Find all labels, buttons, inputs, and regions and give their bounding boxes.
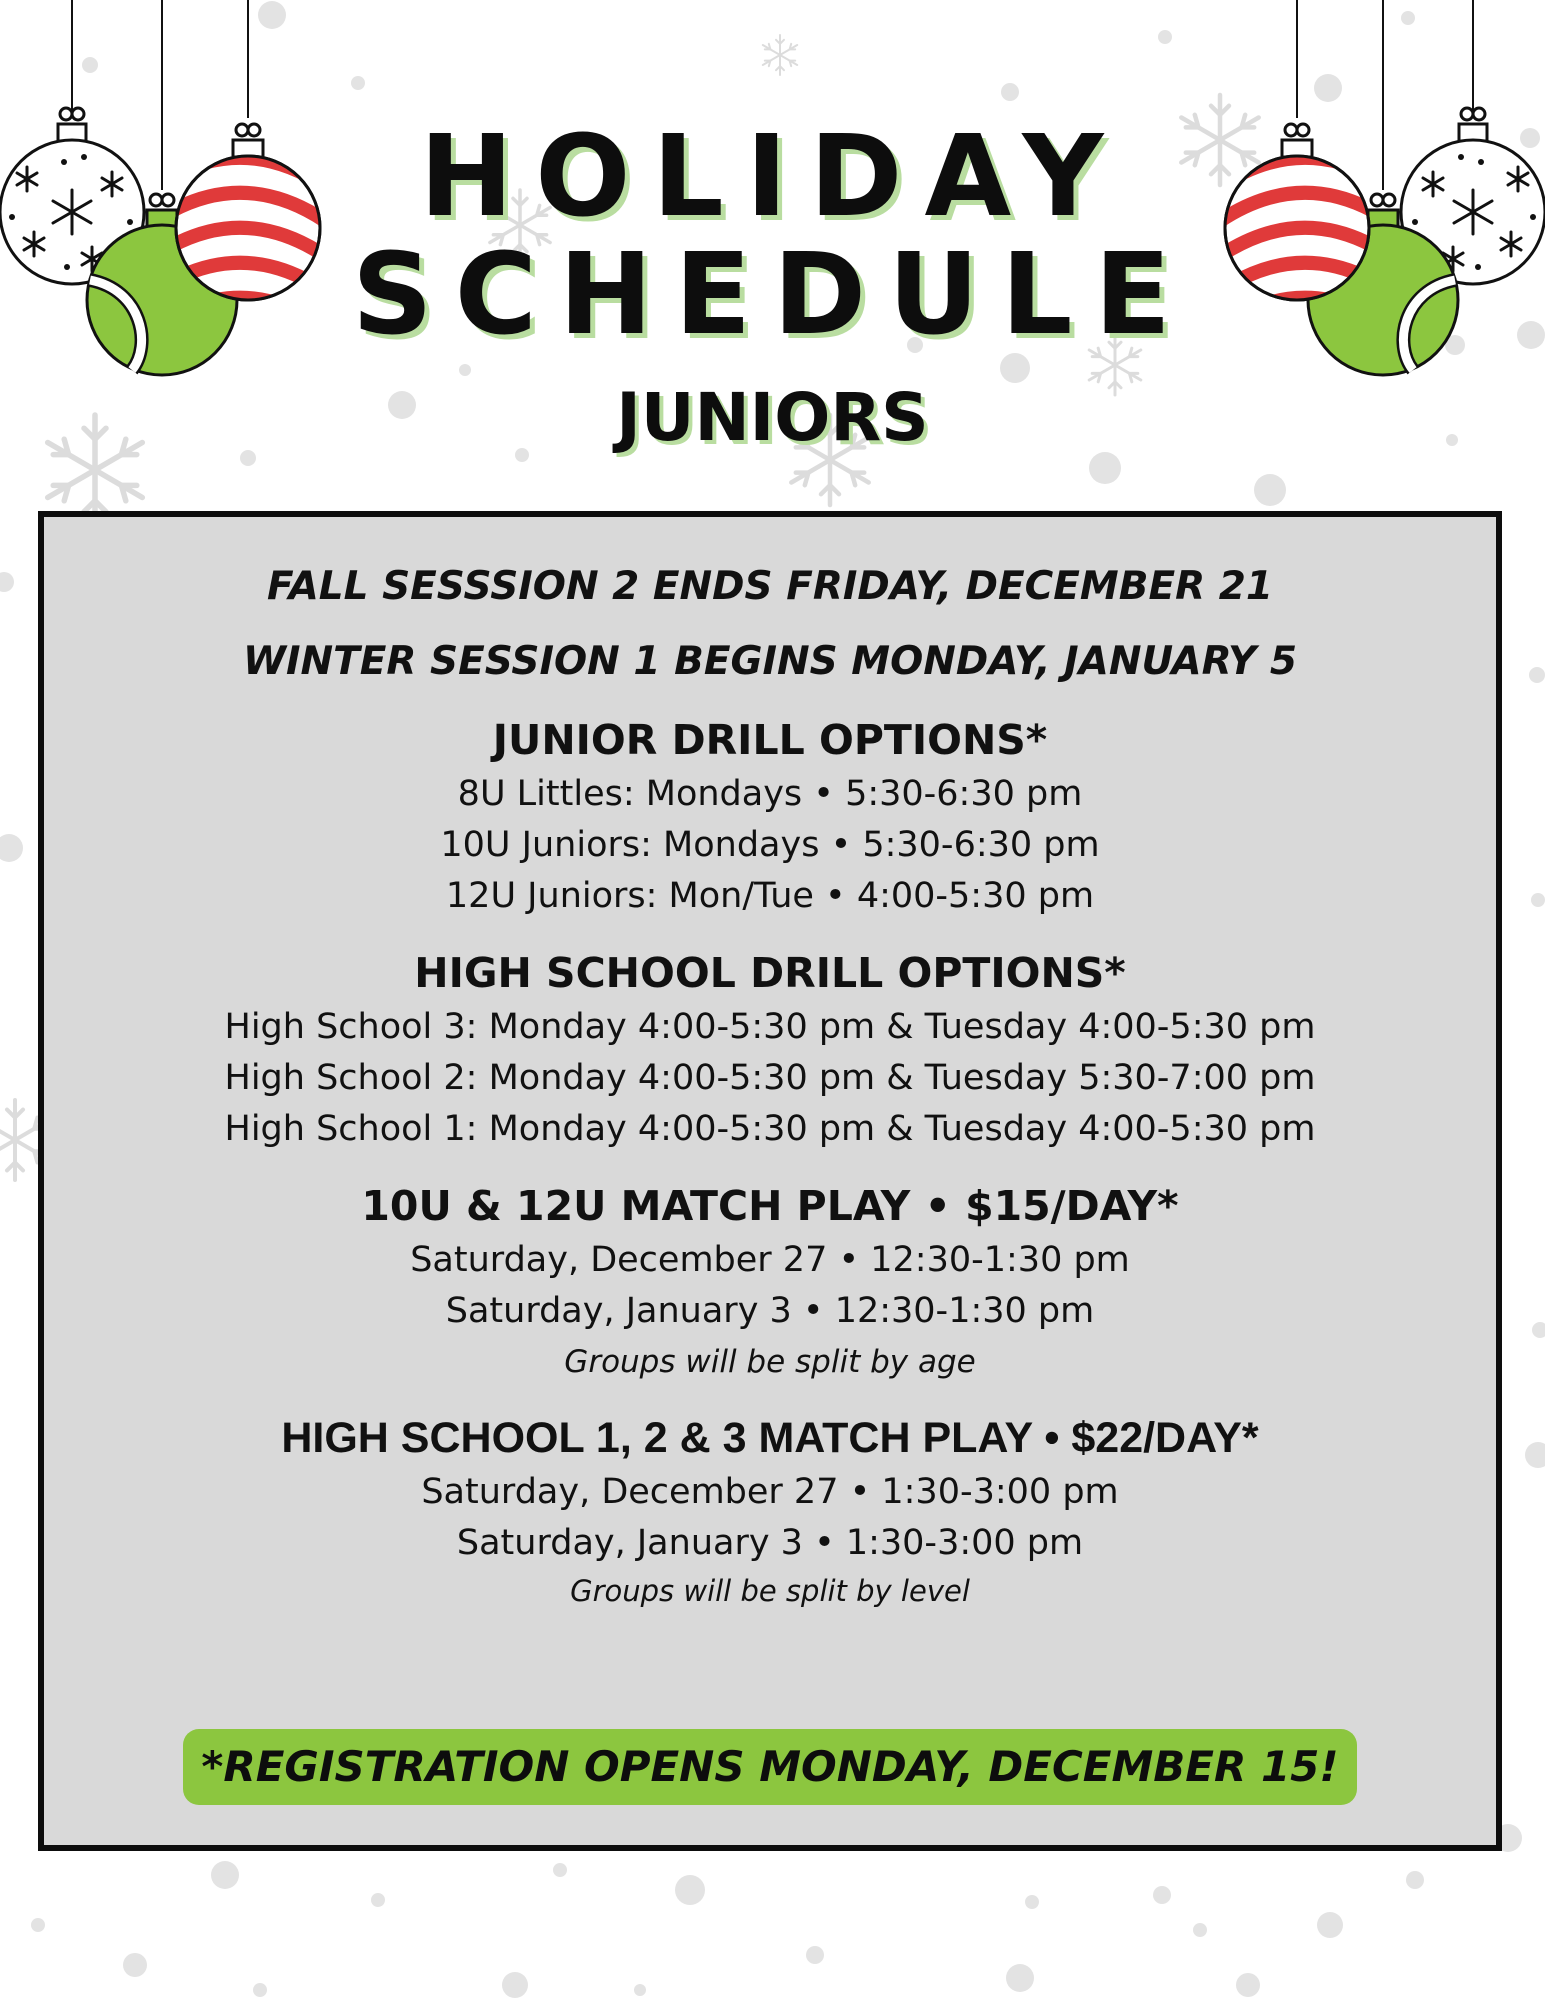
winter-session-start: WINTER SESSION 1 BEGINS MONDAY, JANUARY 5 xyxy=(242,639,1298,684)
schedule-line: 8U Littles: Mondays • 5:30-6:30 pm xyxy=(457,774,1083,814)
schedule-line: High School 2: Monday 4:00-5:30 pm & Tuesday 5:30-7:00 pm xyxy=(224,1058,1316,1098)
registration-banner: *REGISTRATION OPENS MONDAY, DECEMBER 15! xyxy=(183,1729,1356,1805)
schedule-line: Saturday, December 27 • 12:30-1:30 pm xyxy=(410,1240,1130,1280)
high-school-drill-section xyxy=(44,944,1496,1155)
junior-match-play-section xyxy=(44,1177,1496,1387)
schedule-line: Saturday, December 27 • 1:30-3:00 pm xyxy=(421,1472,1119,1512)
page-subtitle: JUNIORS xyxy=(616,379,929,456)
schedule-line: High School 3: Monday 4:00-5:30 pm & Tuesday 4:00-5:30 pm xyxy=(224,1007,1316,1047)
schedule-line: High School 1: Monday 4:00-5:30 pm & Tuesday 4:00-5:30 pm xyxy=(224,1109,1316,1149)
page-title-line1: HOLIDAY xyxy=(419,112,1126,242)
section-note: Groups will be split by level xyxy=(570,1574,970,1608)
schedule-line: 12U Juniors: Mon/Tue • 4:00-5:30 pm xyxy=(445,876,1095,916)
section-note: Groups will be split by age xyxy=(564,1344,976,1380)
schedule-line: Saturday, January 3 • 1:30-3:00 pm xyxy=(456,1523,1084,1563)
schedule-line: 10U Juniors: Mondays • 5:30-6:30 pm xyxy=(440,825,1100,865)
junior-drill-section xyxy=(44,711,1496,922)
registration-banner-wrap xyxy=(44,1729,1496,1805)
session-dates xyxy=(44,517,1496,699)
page-title-line2: SCHEDULE xyxy=(352,230,1193,360)
section-heading: 10U & 12U MATCH PLAY • $15/DAY* xyxy=(361,1182,1179,1230)
fall-session-end: FALL SESSSION 2 ENDS FRIDAY, DECEMBER 21 xyxy=(267,564,1273,609)
section-heading: HIGH SCHOOL DRILL OPTIONS* xyxy=(414,949,1126,997)
high-school-match-play-section xyxy=(44,1409,1496,1613)
schedule-panel xyxy=(38,511,1502,1851)
snowflake-icon xyxy=(763,35,797,75)
section-heading: HIGH SCHOOL 1, 2 & 3 MATCH PLAY • $22/DAY* xyxy=(281,1414,1259,1462)
section-heading: JUNIOR DRILL OPTIONS* xyxy=(492,716,1048,764)
schedule-line: Saturday, January 3 • 12:30-1:30 pm xyxy=(445,1291,1095,1331)
